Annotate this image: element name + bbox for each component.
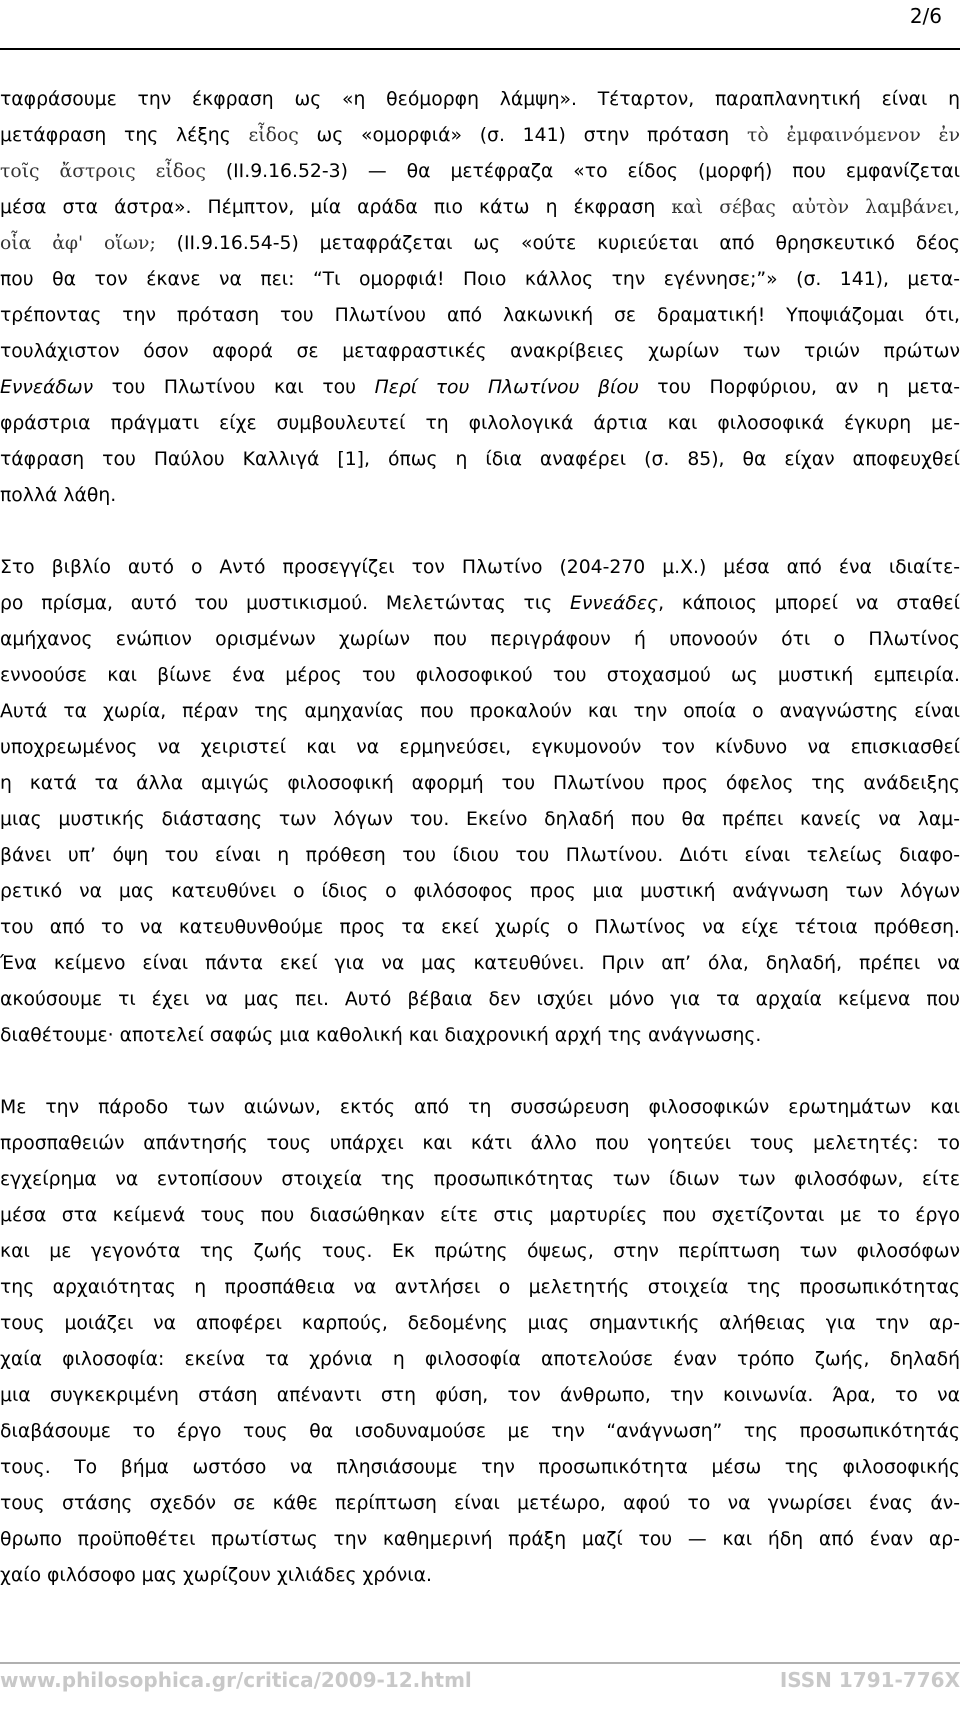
text-run: μετάφραση της λέξης — [0, 125, 249, 146]
text-line — [0, 1270, 960, 1306]
text-run: μέσα στα κείμενά τους που διασώθηκαν είτε στις μαρτυρίες που σχετίζονται με το έργο — [0, 1205, 960, 1226]
text-run: αμήχανος ενώπιον ορισμένων χωρίων που περιγράφουν ή υπονοούν ότι ο Πλωτίνος — [0, 629, 960, 650]
text-line — [0, 1162, 960, 1198]
text-run: του Πορφύριου, αν η μετα- — [638, 377, 960, 398]
greek-quote: εἶδος — [248, 125, 299, 146]
header-rule — [0, 48, 960, 50]
text-run: τους. Το βήμα ωστόσο να πλησιάσουμε την προσωπικότητα μέσω της φιλοσοφικής — [0, 1457, 960, 1478]
text-line — [0, 1486, 960, 1522]
greek-quote: οἷα ἀφ' οἵων; — [0, 233, 156, 254]
paragraph — [0, 82, 960, 514]
text-run: και με γεγονότα της ζωής τους. Εκ πρώτης όψεως, στην περίπτωση των φιλοσόφων — [0, 1241, 960, 1262]
text-line — [0, 1558, 960, 1594]
greek-quote: τὸ ἐμφαινόμενον ἐν — [746, 125, 960, 146]
text-line — [0, 802, 960, 838]
text-line — [0, 622, 960, 658]
text-run: ακούσουμε τι έχει να μας πει. Αυτό βέβαια δεν ισχύει μόνο για τα αρχαία κείμενα που — [0, 989, 960, 1010]
text-line — [0, 226, 960, 262]
text-line — [0, 1198, 960, 1234]
text-run: τους στάσης σχεδόν σε κάθε περίπτωση είναι μετέωρο, αφού το να γνωρίσει ένας άν- — [0, 1493, 960, 1514]
text-run: της αρχαιότητας η προσπάθεια να αντλήσει ο μελετητής στοιχεία της προσωπικότητας — [0, 1277, 960, 1298]
text-run: θρωπο προϋποθέτει πρωτίστως την καθημερινή πράξη μαζί του — και ήδη από έναν αρ- — [0, 1529, 960, 1550]
text-line — [0, 370, 960, 406]
text-run: βάνει υπ’ όψη του είναι η πρόθεση του ίδιου του Πλωτίνου. Διότι είναι τελείως διαφο- — [0, 845, 960, 866]
text-run: ταφράσουμε την έκφραση ως «η θεόμορφη λάμψη». Τέταρτον, παραπλανητική είναι η — [0, 89, 960, 110]
text-run: Στο βιβλίο αυτό ο Αντό προσεγγίζει τον Πλωτίνο (204-270 μ.Χ.) μέσα από ένα ιδιαίτε- — [0, 557, 960, 578]
article-body — [0, 82, 960, 1594]
text-run: Με την πάροδο των αιώνων, εκτός από τη συσσώρευση φιλοσοφικών ερωτημάτων και — [0, 1097, 960, 1118]
text-line — [0, 946, 960, 982]
text-line — [0, 586, 960, 622]
text-line — [0, 1234, 960, 1270]
greek-quote: καὶ σέβας αὐτὸν λαμβάνει, — [671, 197, 960, 218]
italic-title: Εννεάδων — [0, 377, 94, 398]
text-run: υποχρεωμένος να χειριστεί και να ερμηνεύσει, εγκυμονούν τον κίνδυνο να επισκιασθεί — [0, 737, 960, 758]
text-run: η κατά τα άλλα αμιγώς φιλοσοφική αφορμή του Πλωτίνου προς όφελος της ανάδειξης — [0, 773, 960, 794]
text-line — [0, 982, 960, 1018]
text-run: εγχείρημα να εντοπίσουν στοιχεία της προσωπικότητας των ίδιων των φιλοσόφων, είτε — [0, 1169, 960, 1190]
paragraph — [0, 550, 960, 1054]
text-run: διαβάσουμε το έργο τους θα ισοδυναμούσε με την “ανάγνωση” της προσωπικότητάς — [0, 1421, 960, 1442]
text-line — [0, 910, 960, 946]
text-line — [0, 1306, 960, 1342]
footer-issn: ISSN 1791-776X — [779, 1668, 960, 1692]
text-line — [0, 262, 960, 298]
text-run: χαίο φιλόσοφο μας χωρίζουν χιλιάδες χρόνια. — [0, 1565, 432, 1586]
text-line — [0, 874, 960, 910]
greek-quote: τοῖς ἄστροις εἶδος — [0, 161, 206, 182]
text-run: τρέποντας την πρόταση του Πλωτίνου από λακωνική σε δραματική! Υποψιάζομαι ότι, — [0, 305, 960, 326]
text-line — [0, 478, 960, 514]
text-run: Αυτά τα χωρία, πέραν της αμηχανίας που προκαλούν και την οποία ο αναγνώστης είναι — [0, 701, 960, 722]
text-line — [0, 82, 960, 118]
text-line — [0, 442, 960, 478]
text-run: διαθέτουμε· αποτελεί σαφώς μια καθολική και διαχρονική αρχή της ανάγνωσης. — [0, 1025, 762, 1046]
text-line — [0, 1378, 960, 1414]
text-run: που θα τον έκανε να πει: “Τι ομορφιά! Ποιο κάλλος την εγέννησε;”» (σ. 141), μετα- — [0, 269, 960, 290]
text-run: μέσα στα άστρα». Πέμπτον, μία αράδα πιο κάτω η έκφραση — [0, 197, 672, 218]
text-line — [0, 154, 960, 190]
text-run: προσπαθειών απάντησής τους υπάρχει και κάτι άλλο που γοητεύει τους μελετητές: το — [0, 1133, 960, 1154]
text-line — [0, 694, 960, 730]
text-run: ρετικό να μας κατευθύνει ο ίδιος ο φιλόσοφος προς μια μυστική ανάγνωση των λόγων — [0, 881, 960, 902]
text-run: , κάποιος μπορεί να σταθεί — [658, 593, 960, 614]
text-run: τάφραση του Παύλου Καλλιγά [1], όπως η ίδια αναφέρει (σ. 85), θα είχαν αποφευχθεί — [0, 449, 960, 470]
text-line — [0, 190, 960, 226]
page-number: 2/6 — [909, 4, 942, 28]
text-line — [0, 1342, 960, 1378]
text-line — [0, 658, 960, 694]
text-line — [0, 550, 960, 586]
text-line — [0, 1126, 960, 1162]
text-run: φράστρια πράγματι είχε συμβουλευτεί τη φιλολογικά άρτια και φιλοσοφικά έγκυρη με- — [0, 413, 960, 434]
text-run: χαία φιλοσοφία: εκείνα τα χρόνια η φιλοσοφία αποτελούσε έναν τρόπο ζωής, δηλαδή — [0, 1349, 960, 1370]
text-run: τους μοιάζει να αποφέρει καρπούς, δεδομένης μιας σημαντικής αλήθειας για την αρ- — [0, 1313, 960, 1334]
text-line — [0, 406, 960, 442]
text-line — [0, 334, 960, 370]
text-line — [0, 1522, 960, 1558]
text-line — [0, 298, 960, 334]
text-run: του από το να κατευθυνθούμε προς τα εκεί χωρίς ο Πλωτίνος να είχε τέτοια πρόθεση. — [0, 917, 960, 938]
text-line — [0, 1090, 960, 1126]
text-line — [0, 730, 960, 766]
text-line — [0, 118, 960, 154]
text-run: μιας μυστικής διάστασης των λόγων του. Εκείνο δηλαδή που θα πρέπει κανείς να λαμ- — [0, 809, 960, 830]
footer-rule — [0, 1662, 960, 1664]
text-run: τουλάχιστον όσον αφορά σε μεταφραστικές ανακρίβειες χωρίων των τριών πρώτων — [0, 341, 960, 362]
text-run: εννοούσε και βίωνε ένα μέρος του φιλοσοφικού του στοχασμού ως μυστική εμπειρία. — [0, 665, 960, 686]
text-line — [0, 766, 960, 802]
text-run: ως «ομορφιά» (σ. 141) στην πρόταση — [298, 125, 747, 146]
text-line — [0, 838, 960, 874]
italic-title: Εννεάδες — [570, 593, 659, 614]
text-line — [0, 1018, 960, 1054]
text-run: μια συγκεκριμένη στάση απέναντι στη φύση, τον άνθρωπο, την κοινωνία. Άρα, το να — [0, 1385, 960, 1406]
text-run: ρο πρίσμα, αυτό του μυστικισμού. Μελετώντας τις — [0, 593, 571, 614]
footer-url: www.philosophica.gr/critica/2009-12.html — [0, 1668, 472, 1692]
text-run: Ένα κείμενο είναι πάντα εκεί για να μας κατευθύνει. Πριν απ’ όλα, δηλαδή, πρέπει να — [0, 953, 960, 974]
text-run: πολλά λάθη. — [0, 485, 117, 506]
italic-title: Περί του Πλωτίνου βίου — [374, 377, 639, 398]
text-run: (ΙΙ.9.16.52-3) — θα μετέφραζα «το είδος (μορφή) που εμφανίζεται — [205, 161, 960, 182]
text-line — [0, 1450, 960, 1486]
text-line — [0, 1414, 960, 1450]
paragraph — [0, 1090, 960, 1594]
text-run: (ΙΙ.9.16.54-5) μεταφράζεται ως «ούτε κυριεύεται από θρησκευτικό δέος — [155, 233, 960, 254]
text-run: του Πλωτίνου και του — [93, 377, 375, 398]
